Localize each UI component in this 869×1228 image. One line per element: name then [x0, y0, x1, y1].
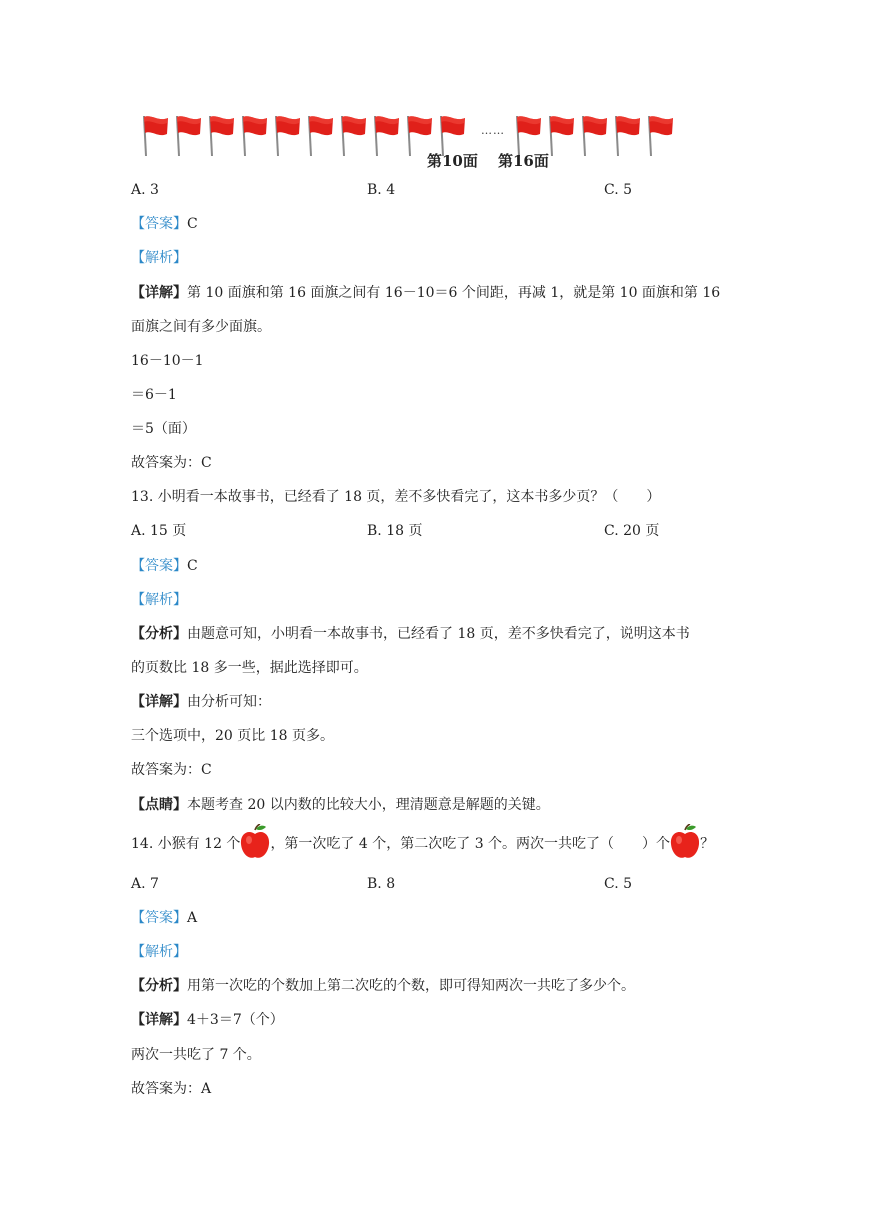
q13-analysis-tag: 【解析】 [131, 592, 187, 608]
q14-detail-line2: 两次一共吃了 7 个。 [131, 1047, 261, 1063]
flag-icon [371, 114, 401, 158]
apple-icon [670, 824, 700, 860]
q12-detail-line1: 【详解】第 10 面旗和第 16 面旗之间有 16－10＝6 个间距，再减 1，就是第 10 面旗和第 16 [131, 285, 721, 301]
q13-fenxi-line2: 的页数比 18 多一些，据此选择即可。 [131, 660, 368, 676]
flag-icon [206, 114, 236, 158]
flag-icon [140, 114, 170, 158]
q13-dianjing: 【点睛】本题考查 20 以内数的比较大小，理清题意是解题的关键。 [131, 797, 550, 813]
q12-calc2: ＝6－1 [131, 387, 177, 403]
flag-icon [305, 114, 335, 158]
q14-option-a: A. 7 [131, 876, 159, 892]
q12-calc3: ＝5（面） [131, 421, 196, 437]
flag-icon [546, 114, 576, 158]
q12-answer: 【答案】C [131, 216, 198, 232]
q13-fenxi-line1: 【分析】由题意可知，小明看一本故事书，已经看了 18 页，差不多快看完了，说明这本书 [131, 626, 690, 642]
q13-conclusion: 故答案为：C [131, 762, 212, 778]
flag-icon [645, 114, 675, 158]
q13-option-a: A. 15 页 [131, 523, 187, 539]
flag-label-16: 第16面 [498, 152, 549, 170]
q12-conclusion: 故答案为：C [131, 455, 212, 471]
flag-icon [612, 114, 642, 158]
q12-detail-line2: 面旗之间有多少面旗。 [131, 319, 271, 335]
apple-icon [240, 824, 270, 860]
q14-answer: 【答案】A [131, 910, 198, 926]
q14-analysis-tag: 【解析】 [131, 944, 187, 960]
q14-question: 14. 小猴有 12 个 ，第一次吃了 4 个，第二次吃了 3 个。两次一共吃了（ ）个 ？ [131, 834, 714, 854]
q13-question: 13. 小明看一本故事书，已经看了 18 页，差不多快看完了，这本书多少页？（ ） [131, 489, 661, 505]
q12-option-b: B. 4 [367, 182, 396, 198]
flag-icon [338, 114, 368, 158]
q14-conclusion: 故答案为：A [131, 1081, 212, 1097]
q13-option-b: B. 18 页 [367, 523, 423, 539]
ellipsis-dots: …… [481, 124, 505, 137]
flag-icon [173, 114, 203, 158]
flag-icon [579, 114, 609, 158]
q13-option-c: C. 20 页 [604, 523, 660, 539]
q13-answer: 【答案】C [131, 558, 198, 574]
q12-option-a: A. 3 [131, 182, 159, 198]
q14-detail-line1: 【详解】4＋3＝7（个） [131, 1012, 284, 1028]
flag-label-10: 第10面 [427, 152, 478, 170]
flag-icon [272, 114, 302, 158]
q13-detail-line2: 三个选项中，20 页比 18 页多。 [131, 728, 334, 744]
q12-calc1: 16－10－1 [131, 353, 204, 369]
flag-icon [239, 114, 269, 158]
q14-fenxi: 【分析】用第一次吃的个数加上第二次吃的个数，即可得知两次一共吃了多少个。 [131, 978, 635, 994]
q14-option-b: B. 8 [367, 876, 396, 892]
flag-row-illustration [140, 114, 680, 174]
q13-detail-line1: 【详解】由分析可知： [131, 694, 271, 710]
q12-analysis-tag: 【解析】 [131, 250, 187, 266]
q14-option-c: C. 5 [604, 876, 633, 892]
q12-option-c: C. 5 [604, 182, 633, 198]
